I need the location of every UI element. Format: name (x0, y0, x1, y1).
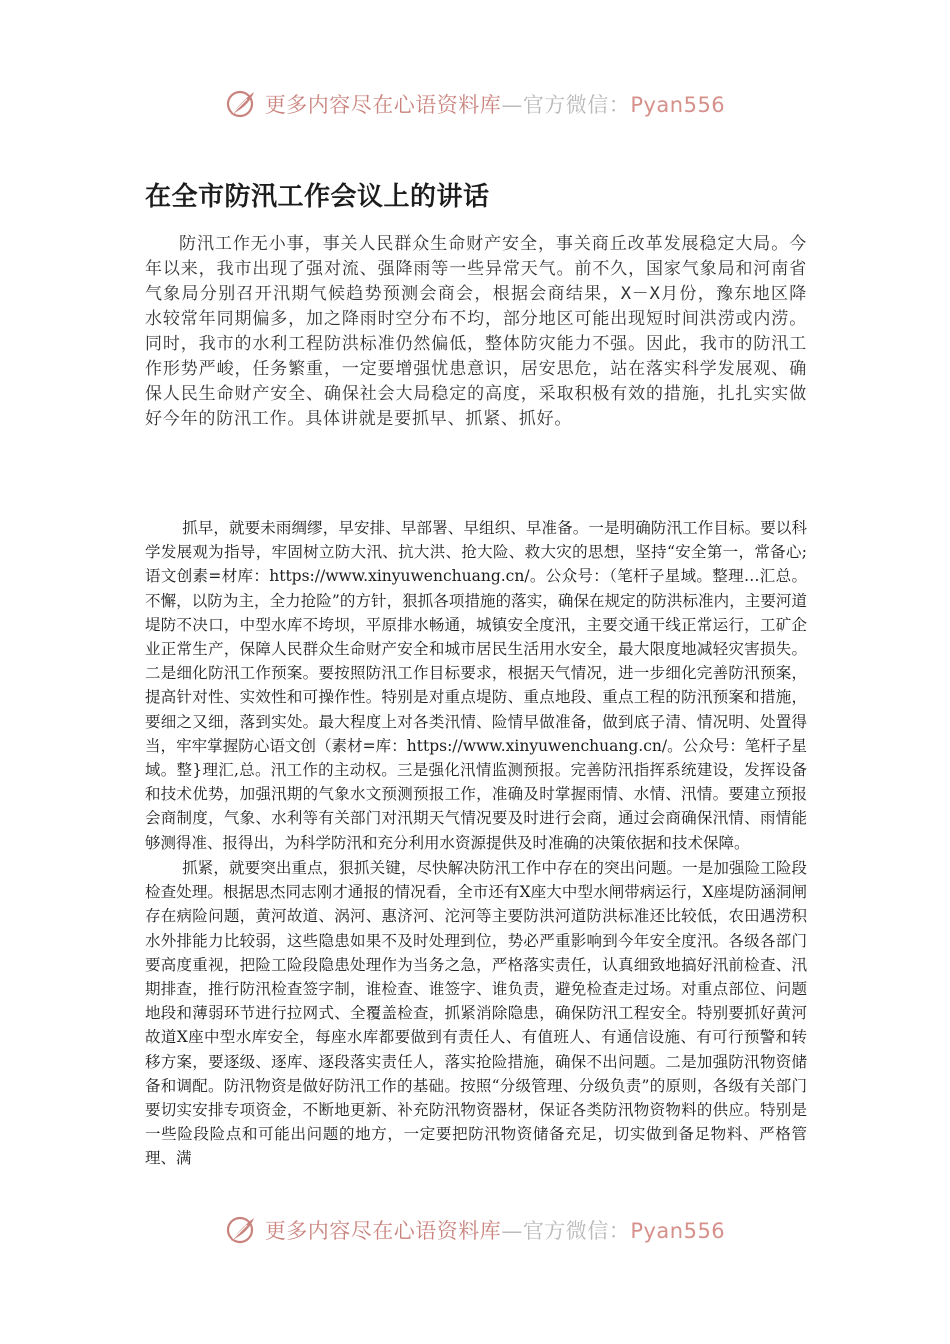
feather-pen-icon (225, 1214, 257, 1246)
watermark-wechat-id: Pyan556 (630, 1219, 726, 1243)
watermark-main-text: 更多内容尽在心语资料库 (264, 1219, 502, 1243)
feather-pen-icon (225, 88, 257, 120)
body-paragraph-zhuajin: 抓紧，就要突出重点，狠抓关键，尽快解决防汛工作中存在的突出问题。一是加强险工险段检查处理。根据思杰同志刚才通报的情况看，全市还有X座大中型水闸带病运行，X座堤防涵洞闸存在病险问题，黄河故道、涡河、惠济河、沱河等主要防洪河道防洪标准还比较低，农田遇涝积水外排能力比较弱，这些隐患如果不及时处理到位，势必严重影响到今年安全度汛。各级各部门要高度重视，把险工险段隐患处理作为当务之急，严格落实责任，认真细致地搞好汛前检查、汛期排查，推行防汛检查签字制，谁检查、谁签字、谁负责，避免检查走过场。对重点部位、问题地段和薄弱环节进行拉网式、全覆盖检查，抓紧消除隐患，确保防汛工程安全。特别要抓好黄河故道X座中型水库安全，每座水库都要做到有责任人、有值班人、有通信设施、有可行预警和转移方案，要逐级、逐库、逐段落实责任人，落实抢险措施，确保不出问题。二是加强防汛物资储备和调配。防汛物资是做好防汛工作的基础。按照“分级管理、分级负责”的原则，各级有关部门要切实安排专项资金，不断地更新、补充防汛物资器材，保证各类防汛物资物料的供应。特别是一些险段险点和可能出问题的地方，一定要把防汛物资储备充足，切实做到备足物料、严格管理、满 (145, 859, 807, 1168)
document-title: 在全市防汛工作会议上的讲话 (145, 182, 490, 212)
watermark-separator: — (501, 93, 523, 117)
footer-watermark-banner (0, 1210, 950, 1250)
body-paragraph-zhuazao: 抓早，就要未雨绸缪，早安排、早部署、早组织、早准备。一是明确防汛工作目标。要以科学发展观为指导，牢固树立防大汛、抗大洪、抢大险、救大灾的思想，坚持“安全第一，常备心;语文创素=材库：https://www.xinyuwenchuang.cn/。公众号：（笔杆子星域。整理…汇总。不懈，以防为主，全力抢险”的方针，狠抓各项措施的落实，确保在规定的防洪标准内，主要河道堤防不决口，中型水库不垮坝，平原排水畅通，城镇安全度汛，主要交通干线正常运行，工矿企业正常生产，保障人民群众生命财产安全和城市居民生活用水安全，最大限度地减轻灾害损失。二是细化防汛工作预案。要按照防汛工作目标要求，根据天气情况，进一步细化完善防汛预案，提高针对性、实效性和可操作性。特别是对重点堤防、重点地段、重点工程的防汛预案和措施，要细之又细，落到实处。最大程度上对各类汛情、险情早做准备，做到底子清、情况明、处置得当，牢牢掌握防心语文创（素材=库：https://www.xinyuwenchuang.cn/。公众号：笔杆子星域。整}理汇,总。汛工作的主动权。三是强化汛情监测预报。完善防汛指挥系统建设，发挥设备和技术优势，加强汛期的气象水文预测预报工作，准确及时掌握雨情、水情、汛情。要建立预报会商制度，气象、水利等有关部门对汛期天气情况要及时进行会商，通过会商确保汛情、雨情能够测得准、报得出，为科学防汛和充分利用水资源提供及时准确的决策依据和技术保障。 (145, 519, 807, 852)
watermark-text (265, 89, 725, 119)
watermark-text (265, 1215, 725, 1245)
watermark-wechat-label: 官方微信： (522, 93, 631, 117)
watermark-separator: — (501, 1219, 523, 1243)
body-paragraph-intro: 防汛工作无小事，事关人民群众生命财产安全，事关商丘改革发展稳定大局。今年以来，我市出现了强对流、强降雨等一些异常天气。前不久，国家气象局和河南省气象局分别召开汛期气候趋势预测会商会，根据会商结果，X－X月份，豫东地区降水较常年同期偏多，加之降雨时空分布不均，部分地区可能出现短时间洪涝或内涝。同时，我市的水利工程防洪标准仍然偏低，整体防灾能力不强。因此，我市的防汛工作形势严峻，任务繁重，一定要增强忧患意识，居安思危，站在落实科学发展观、确保人民生命财产安全、确保社会大局稳定的高度，采取积极有效的措施，扎扎实实做好今年的防汛工作。具体讲就是要抓早、抓紧、抓好。 (145, 234, 807, 429)
header-watermark-banner (0, 84, 950, 124)
watermark-main-text: 更多内容尽在心语资料库 (264, 93, 502, 117)
watermark-wechat-id: Pyan556 (630, 93, 726, 117)
watermark-wechat-label: 官方微信： (522, 1219, 631, 1243)
